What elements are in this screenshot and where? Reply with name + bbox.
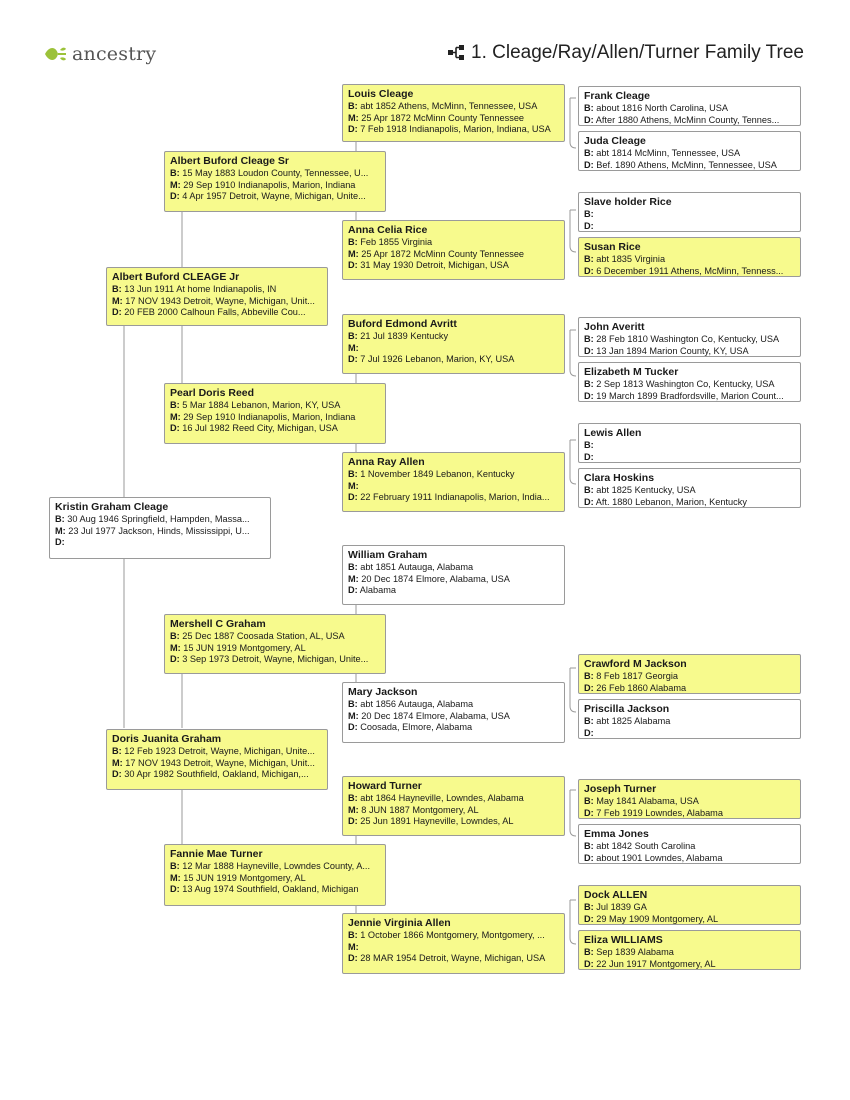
death-info: 3 Sep 1973 Detroit, Wayne, Michigan, Unite... (182, 654, 369, 664)
birth-info: 12 Feb 1923 Detroit, Wayne, Michigan, Unite... (124, 746, 315, 756)
marriage-info: 20 Dec 1874 Elmore, Alabama, USA (361, 710, 510, 721)
person-card-buford-edmond-avritt[interactable]: Buford Edmond Avritt B: 21 Jul 1839 Kentucky M: D: 7 Jul 1926 Lebanon, Marion, KY, USA (342, 314, 565, 374)
person-card-albert-buford-cleage-jr[interactable]: Albert Buford CLEAGE Jr B: 13 Jun 1911 At home Indianapolis, IN M: 17 NOV 1943 Detroit, Wayne, Michigan, Unit... D: 20 FEB 2000 Calhoun Falls, Abbeville Cou... (106, 267, 328, 326)
person-name: Priscilla Jackson (584, 703, 670, 715)
marriage-info: 17 NOV 1943 Detroit, Wayne, Michigan, Unit... (125, 757, 315, 768)
birth-info: 2 Sep 1813 Washington Co, Kentucky, USA (596, 379, 775, 389)
person-name: Juda Cleage (584, 135, 646, 147)
person-card-elizabeth-m-tucker[interactable]: Elizabeth M Tucker B: 2 Sep 1813 Washington Co, Kentucky, USA D: 19 March 1899 Bradfordsville, Marion Count... (578, 362, 801, 402)
person-name: Frank Cleage (584, 90, 650, 102)
person-card-mary-jackson[interactable]: Mary Jackson B: abt 1856 Autauga, Alabama M: 20 Dec 1874 Elmore, Alabama, USA D: Coosada, Elmore, Alabama (342, 682, 565, 743)
person-name: Louis Cleage (348, 88, 414, 100)
death-info: 13 Jan 1894 Marion County, KY, USA (596, 345, 749, 356)
birth-info: 25 Dec 1887 Coosada Station, AL, USA (182, 631, 345, 641)
person-name: Howard Turner (348, 780, 422, 792)
person-card-juda-cleage[interactable]: Juda Cleage B: abt 1814 McMinn, Tennessee, USA D: Bef. 1890 Athens, McMinn, Tennessee, USA (578, 131, 801, 171)
person-card-joseph-turner[interactable]: Joseph Turner B: May 1841 Alabama, USA D: 7 Feb 1919 Lowndes, Alabama (578, 779, 801, 819)
person-card-susan-rice[interactable]: Susan Rice B: abt 1835 Virginia D: 6 December 1911 Athens, McMinn, Tenness... (578, 237, 801, 277)
person-name: Jennie Virginia Allen (348, 917, 451, 929)
person-name: William Graham (348, 549, 428, 561)
death-info: 20 FEB 2000 Calhoun Falls, Abbeville Cou... (124, 307, 306, 317)
person-card-clara-hoskins[interactable]: Clara Hoskins B: abt 1825 Kentucky, USA D: Aft. 1880 Lebanon, Marion, Kentucky (578, 468, 801, 508)
marriage-info: 29 Sep 1910 Indianapolis, Marion, Indiana (183, 179, 356, 190)
birth-info: May 1841 Alabama, USA (596, 796, 699, 806)
birth-info: Jul 1839 GA (596, 902, 647, 912)
death-info: 6 December 1911 Athens, McMinn, Tenness... (596, 265, 784, 276)
death-info: Aft. 1880 Lebanon, Marion, Kentucky (595, 496, 747, 507)
person-name: Anna Celia Rice (348, 224, 428, 236)
person-card-frank-cleage[interactable]: Frank Cleage B: about 1816 North Carolina, USA D: After 1880 Athens, McMinn County, Tennes... (578, 86, 801, 126)
person-card-john-averitt[interactable]: John Averitt B: 28 Feb 1810 Washington Co, Kentucky, USA D: 13 Jan 1894 Marion County, KY, USA (578, 317, 801, 357)
birth-info: 28 Feb 1810 Washington Co, Kentucky, USA (596, 334, 780, 344)
birth-info: 5 Mar 1884 Lebanon, Marion, KY, USA (182, 400, 341, 410)
marriage-info: 23 Jul 1977 Jackson, Hinds, Mississippi, U... (68, 525, 250, 536)
death-info: 22 February 1911 Indianapolis, Marion, India... (360, 492, 550, 502)
person-card-eliza-williams[interactable]: Eliza WILLIAMS B: Sep 1839 Alabama D: 22 Jun 1917 Montgomery, AL (578, 930, 801, 970)
death-info: 13 Aug 1974 Southfield, Oakland, Michigan (182, 884, 359, 894)
birth-info: 15 May 1883 Loudon County, Tennessee, U... (182, 168, 369, 178)
person-name: Fannie Mae Turner (170, 848, 263, 860)
marriage-info: 25 Apr 1872 McMinn County Tennessee (361, 248, 525, 259)
person-name: Elizabeth M Tucker (584, 366, 679, 378)
person-card-doris-juanita-graham[interactable]: Doris Juanita Graham B: 12 Feb 1923 Detroit, Wayne, Michigan, Unite... M: 17 NOV 1943 Detroit, Wayne, Michigan, Unit... D: 30 Apr 1982 Southfield, Oakland, Michigan,... (106, 729, 328, 790)
person-name: Lewis Allen (584, 427, 642, 439)
person-card-lewis-allen[interactable]: Lewis Allen B: D: (578, 423, 801, 463)
marriage-info: 15 JUN 1919 Montgomery, AL (183, 872, 306, 883)
death-info: 31 May 1930 Detroit, Michigan, USA (360, 260, 509, 270)
birth-info: abt 1825 Alabama (596, 716, 671, 726)
birth-info: 13 Jun 1911 At home Indianapolis, IN (124, 284, 277, 294)
marriage-info: 25 Apr 1872 McMinn County Tennessee (361, 112, 525, 123)
person-name: Kristin Graham Cleage (55, 501, 169, 513)
person-name: Anna Ray Allen (348, 456, 425, 468)
birth-info: abt 1856 Autauga, Alabama (360, 699, 474, 709)
person-name: Mary Jackson (348, 686, 418, 698)
person-card-anna-ray-allen[interactable]: Anna Ray Allen B: 1 November 1849 Lebanon, Kentucky M: D: 22 February 1911 Indianapolis, Marion, India... (342, 452, 565, 512)
person-name: Albert Buford CLEAGE Jr (112, 271, 240, 283)
person-card-anna-celia-rice[interactable]: Anna Celia Rice B: Feb 1855 Virginia M: 25 Apr 1872 McMinn County Tennessee D: 31 May 1930 Detroit, Michigan, USA (342, 220, 565, 280)
person-card-mershell-c-graham[interactable]: Mershell C Graham B: 25 Dec 1887 Coosada Station, AL, USA M: 15 JUN 1919 Montgomery, AL D: 3 Sep 1973 Detroit, Wayne, Michigan, Unite... (164, 614, 386, 674)
death-info: 16 Jul 1982 Reed City, Michigan, USA (182, 423, 338, 433)
person-name: Eliza WILLIAMS (584, 934, 663, 946)
birth-info: Sep 1839 Alabama (596, 947, 674, 957)
person-name: Albert Buford Cleage Sr (170, 155, 290, 167)
death-info: Coosada, Elmore, Alabama (360, 722, 473, 732)
person-name: Joseph Turner (584, 783, 657, 795)
person-name: Doris Juanita Graham (112, 733, 222, 745)
person-name: Slave holder Rice (584, 196, 672, 208)
birth-info: Feb 1855 Virginia (360, 237, 433, 247)
birth-info: 1 October 1866 Montgomery, Montgomery, ... (360, 930, 545, 940)
person-name: Dock ALLEN (584, 889, 648, 901)
death-info: 25 Jun 1891 Hayneville, Lowndes, AL (360, 816, 514, 826)
person-card-howard-turner[interactable]: Howard Turner B: abt 1864 Hayneville, Lowndes, Alabama M: 8 JUN 1887 Montgomery, AL D: 25 Jun 1891 Hayneville, Lowndes, AL (342, 776, 565, 836)
person-card-slave-holder-rice[interactable]: Slave holder Rice B: D: (578, 192, 801, 232)
person-card-pearl-doris-reed[interactable]: Pearl Doris Reed B: 5 Mar 1884 Lebanon, Marion, KY, USA M: 29 Sep 1910 Indianapolis, Marion, Indiana D: 16 Jul 1982 Reed City, Michigan, USA (164, 383, 386, 444)
person-name: Emma Jones (584, 828, 649, 840)
birth-info: 21 Jul 1839 Kentucky (360, 331, 449, 341)
death-info: 28 MAR 1954 Detroit, Wayne, Michigan, USA (360, 953, 546, 963)
marriage-info: 20 Dec 1874 Elmore, Alabama, USA (361, 573, 510, 584)
marriage-info: 8 JUN 1887 Montgomery, AL (361, 804, 479, 815)
person-card-william-graham[interactable]: William Graham B: abt 1851 Autauga, Alabama M: 20 Dec 1874 Elmore, Alabama, USA D: Alabama (342, 545, 565, 605)
birth-info: about 1816 North Carolina, USA (596, 103, 729, 113)
person-name: Crawford M Jackson (584, 658, 687, 670)
death-info: about 1901 Lowndes, Alabama (596, 852, 723, 863)
death-info: 26 Feb 1860 Alabama (596, 682, 687, 693)
death-info: 4 Apr 1957 Detroit, Wayne, Michigan, Unite... (182, 191, 366, 201)
death-info: 7 Feb 1919 Lowndes, Alabama (596, 807, 723, 818)
birth-info: 1 November 1849 Lebanon, Kentucky (360, 469, 515, 479)
birth-info: 8 Feb 1817 Georgia (596, 671, 678, 681)
person-name: Mershell C Graham (170, 618, 266, 630)
death-info: 7 Jul 1926 Lebanon, Marion, KY, USA (360, 354, 515, 364)
birth-info: abt 1835 Virginia (596, 254, 666, 264)
person-card-dock-allen[interactable]: Dock ALLEN B: Jul 1839 GA D: 29 May 1909 Montgomery, AL (578, 885, 801, 925)
birth-info: 30 Aug 1946 Springfield, Hampden, Massa... (67, 514, 250, 524)
death-info: 19 March 1899 Bradfordsville, Marion Count... (596, 390, 784, 401)
birth-info: abt 1864 Hayneville, Lowndes, Alabama (360, 793, 524, 803)
person-name: Buford Edmond Avritt (348, 318, 457, 330)
person-name: Susan Rice (584, 241, 641, 253)
person-name: Pearl Doris Reed (170, 387, 255, 399)
death-info: 29 May 1909 Montgomery, AL (596, 913, 719, 924)
marriage-info: 15 JUN 1919 Montgomery, AL (183, 642, 306, 653)
tree-title: 1. Cleage/Ray/Allen/Turner Family Tree (471, 42, 804, 63)
person-card-jennie-virginia-allen[interactable]: Jennie Virginia Allen B: 1 October 1866 Montgomery, Montgomery, ... M: D: 28 MAR 1954 Detroit, Wayne, Michigan, USA (342, 913, 565, 974)
person-card-louis-cleage[interactable]: Louis Cleage B: abt 1852 Athens, McMinn, Tennessee, USA M: 25 Apr 1872 McMinn County Tennessee D: 7 Feb 1918 Indianapolis, Marion, Indiana, USA (342, 84, 565, 142)
death-info: Alabama (359, 585, 397, 595)
person-card-kristin-graham-cleage[interactable]: Kristin Graham Cleage B: 30 Aug 1946 Springfield, Hampden, Massa... M: 23 Jul 1977 Jackson, Hinds, Mississippi, U... D: (49, 497, 271, 559)
death-info: After 1880 Athens, McMinn County, Tennes... (595, 114, 780, 125)
death-info: Bef. 1890 Athens, McMinn, Tennessee, USA (596, 159, 777, 170)
birth-info: abt 1852 Athens, McMinn, Tennessee, USA (360, 101, 538, 111)
birth-info: abt 1851 Autauga, Alabama (360, 562, 474, 572)
person-card-fannie-mae-turner[interactable]: Fannie Mae Turner B: 12 Mar 1888 Hayneville, Lowndes County, A... M: 15 JUN 1919 Montgomery, AL D: 13 Aug 1974 Southfield, Oakland, Michigan (164, 844, 386, 906)
birth-info: abt 1814 McMinn, Tennessee, USA (596, 148, 741, 158)
person-name: John Averitt (584, 321, 645, 333)
birth-info: abt 1825 Kentucky, USA (596, 485, 696, 495)
person-card-albert-buford-cleage-sr[interactable]: Albert Buford Cleage Sr B: 15 May 1883 Loudon County, Tennessee, U... M: 29 Sep 1910 Indianapolis, Marion, Indiana D: 4 Apr 1957 Detroit, Wayne, Michigan, Unite... (164, 151, 386, 212)
marriage-info: 17 NOV 1943 Detroit, Wayne, Michigan, Unit... (125, 295, 315, 306)
person-card-crawford-m-jackson[interactable]: Crawford M Jackson B: 8 Feb 1817 Georgia D: 26 Feb 1860 Alabama (578, 654, 801, 694)
birth-info: abt 1842 South Carolina (596, 841, 696, 851)
birth-info: 12 Mar 1888 Hayneville, Lowndes County, A... (182, 861, 371, 871)
brand-name: ancestry (72, 43, 157, 65)
death-info: 7 Feb 1918 Indianapolis, Marion, Indiana, USA (360, 124, 551, 134)
person-card-priscilla-jackson[interactable]: Priscilla Jackson B: abt 1825 Alabama D: (578, 699, 801, 739)
person-name: Clara Hoskins (584, 472, 655, 484)
marriage-info: 29 Sep 1910 Indianapolis, Marion, Indiana (183, 411, 356, 422)
person-card-emma-jones[interactable]: Emma Jones B: abt 1842 South Carolina D: about 1901 Lowndes, Alabama (578, 824, 801, 864)
death-info: 22 Jun 1917 Montgomery, AL (596, 958, 716, 969)
death-info: 30 Apr 1982 Southfield, Oakland, Michigan,... (124, 769, 309, 779)
